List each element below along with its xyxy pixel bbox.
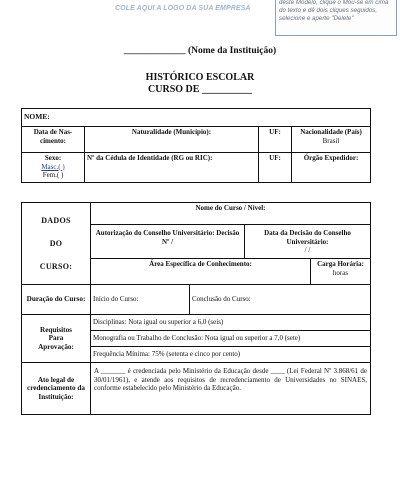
end-date-field[interactable]: Conclusão do Curso: [190,285,371,315]
decision-date-value: / / [304,246,311,254]
start-date-field[interactable]: Início do Curso: [91,285,190,315]
course-data-table [21,202,371,415]
nationality-value: Brasil [322,136,340,145]
course-data-label [22,203,91,285]
nationality-label: Nacionalidade (País) [300,128,362,136]
duration-label: Duração do Curso: [22,285,91,315]
requirements-label-line1: Requisitos [40,325,72,334]
page-title: HISTÓRICO ESCOLAR [145,72,255,83]
requirements-label-line3: Aprovação: [38,342,74,351]
accreditation-text: A _______ é credenciada pelo Ministério da Educação desde ____ (Lei Federal Nº 3.868/61 de 30/01/1961), e atende aos requisitos de recredenciamento de Universidades no SINAES, conforme estabelecido pelo Ministério da Educação. [91,363,371,415]
accreditation-label: Ato legal de credenciamento da Instituição: [22,363,91,415]
birth-date-field[interactable]: Data de Nas-cimento: [22,127,85,153]
decision-date-field[interactable] [245,225,371,259]
issuing-agency-field[interactable]: Órgão Expedidor: [292,153,371,183]
authorization-field[interactable]: Autorização do Conselho Universitário: Decisão Nº / [91,225,245,259]
sex-field [22,153,85,183]
personal-data-table [21,108,371,183]
logo-placeholder: COLE AQUI A LOGO DA SUA EMPRESA [115,5,251,12]
sex-label: Sexo: [44,154,62,162]
requirements-label [22,315,91,363]
workload-label: Carga Horária: [317,260,364,268]
sex-female-option[interactable]: Fem.( ) [42,171,64,179]
requirements-label-line2: Para [48,334,64,343]
id-card-field[interactable]: Nº da Cédula de Identidade (RG ou RIC): [85,153,259,183]
monograph-requirement: Monografia ou Trabalho de Conclusão: Nota igual ou superior a 7,0 (sete) [91,331,371,347]
id-uf-field[interactable]: UF: [259,153,292,183]
knowledge-area-field[interactable]: Área Específica de Conhecimento: [91,259,311,285]
course-data-label-line1: DADOS [41,216,71,225]
instruction-note: deste Modelo, clique o Mou-se em cima do texto e dê dois cliques seguidos, selecione e aperte "Delete" [275,0,397,36]
sex-male-option[interactable]: Masc.( ) [41,162,65,171]
workload-value: horas [332,268,349,277]
course-title: CURSO DE __________ [148,84,252,95]
workload-field[interactable] [311,259,371,285]
birthplace-field[interactable]: Naturalidade (Município): [85,127,259,153]
disciplines-requirement: Disciplinas: Nota igual ou superior a 6,0 (seis) [91,315,371,331]
course-name-field[interactable]: Nome do Curso / Nível: [91,203,371,225]
course-data-label-line3: CURSO: [39,262,73,271]
name-field[interactable]: NOME: [22,109,371,127]
nationality-field[interactable] [292,127,371,153]
course-data-label-line2: DO [49,239,63,248]
decision-date-label: Data da Decisão do Conselho Universitário: [264,229,351,246]
uf-field[interactable]: UF: [259,127,292,153]
attendance-requirement: Frequência Mínima: 75% (setenta e cinco por cento) [91,347,371,363]
institution-name: _____________ (Nome da Instituição) [123,46,277,56]
